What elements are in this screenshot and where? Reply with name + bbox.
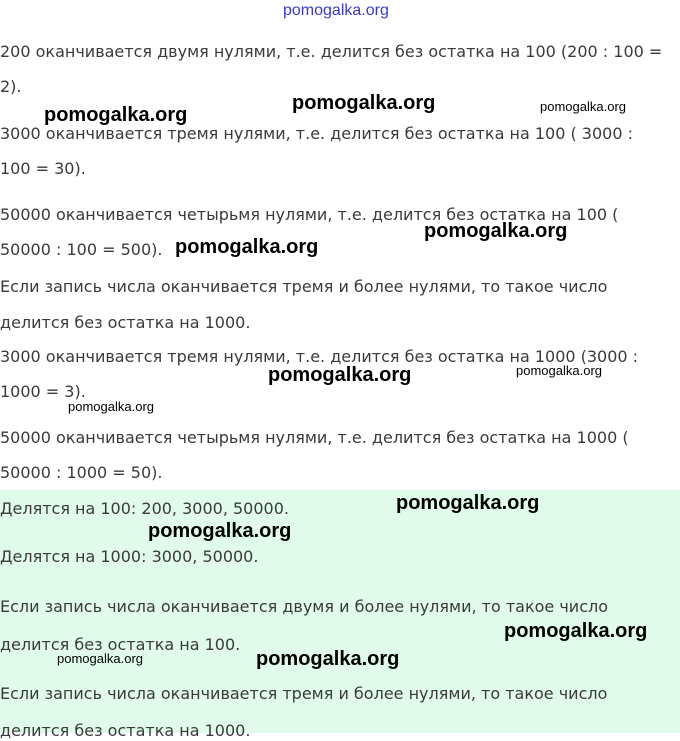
text-line: 3000 оканчивается тремя нулями, т.е. делится без остатка на 100 ( 3000 : bbox=[0, 124, 633, 143]
watermark: pomogalka.org bbox=[148, 520, 292, 542]
text-line: Если запись числа оканчивается двумя и более нулями, то такое число bbox=[0, 597, 609, 616]
text-line: Делятся на 100: 200, 3000, 50000. bbox=[0, 499, 289, 518]
watermark: pomogalka.org bbox=[516, 363, 602, 378]
text-line: делится без остатка на 1000. bbox=[0, 313, 251, 332]
watermark: pomogalka.org bbox=[175, 236, 319, 258]
watermark: pomogalka.org bbox=[268, 364, 412, 386]
text-line: 3000 оканчивается тремя нулями, т.е. делится без остатка на 1000 (3000 : bbox=[0, 347, 639, 366]
text-line: Если запись числа оканчивается тремя и более нулями, то такое число bbox=[0, 277, 608, 296]
text-line: 50000 оканчивается четырьмя нулями, т.е. делится без остатка на 1000 ( bbox=[0, 428, 629, 447]
watermark-top: pomogalka.org bbox=[283, 2, 389, 19]
watermark: pomogalka.org bbox=[57, 651, 143, 666]
watermark: pomogalka.org bbox=[396, 492, 540, 514]
text-line: 50000 : 1000 = 50). bbox=[0, 463, 163, 482]
text-line: делится без остатка на 100. bbox=[0, 635, 241, 654]
text-line: 50000 : 100 = 500). bbox=[0, 240, 163, 259]
watermark: pomogalka.org bbox=[504, 620, 648, 642]
watermark: pomogalka.org bbox=[44, 104, 188, 126]
text-line: Делятся на 1000: 3000, 50000. bbox=[0, 547, 259, 566]
watermark: pomogalka.org bbox=[68, 399, 154, 414]
text-line: Если запись числа оканчивается тремя и более нулями, то такое число bbox=[0, 684, 608, 703]
text-line: 1000 = 3). bbox=[0, 382, 86, 401]
watermark: pomogalka.org bbox=[256, 648, 400, 670]
text-line: 2). bbox=[0, 77, 22, 96]
text-line: делится без остатка на 1000. bbox=[0, 721, 251, 740]
text-line: 200 оканчивается двумя нулями, т.е. делится без остатка на 100 (200 : 100 = bbox=[0, 42, 663, 61]
watermark: pomogalka.org bbox=[292, 92, 436, 114]
watermark: pomogalka.org bbox=[540, 99, 626, 114]
text-line: 100 = 30). bbox=[0, 159, 86, 178]
watermark: pomogalka.org bbox=[424, 220, 568, 242]
text-line: 50000 оканчивается четырьмя нулями, т.е. делится без остатка на 100 ( bbox=[0, 205, 619, 224]
